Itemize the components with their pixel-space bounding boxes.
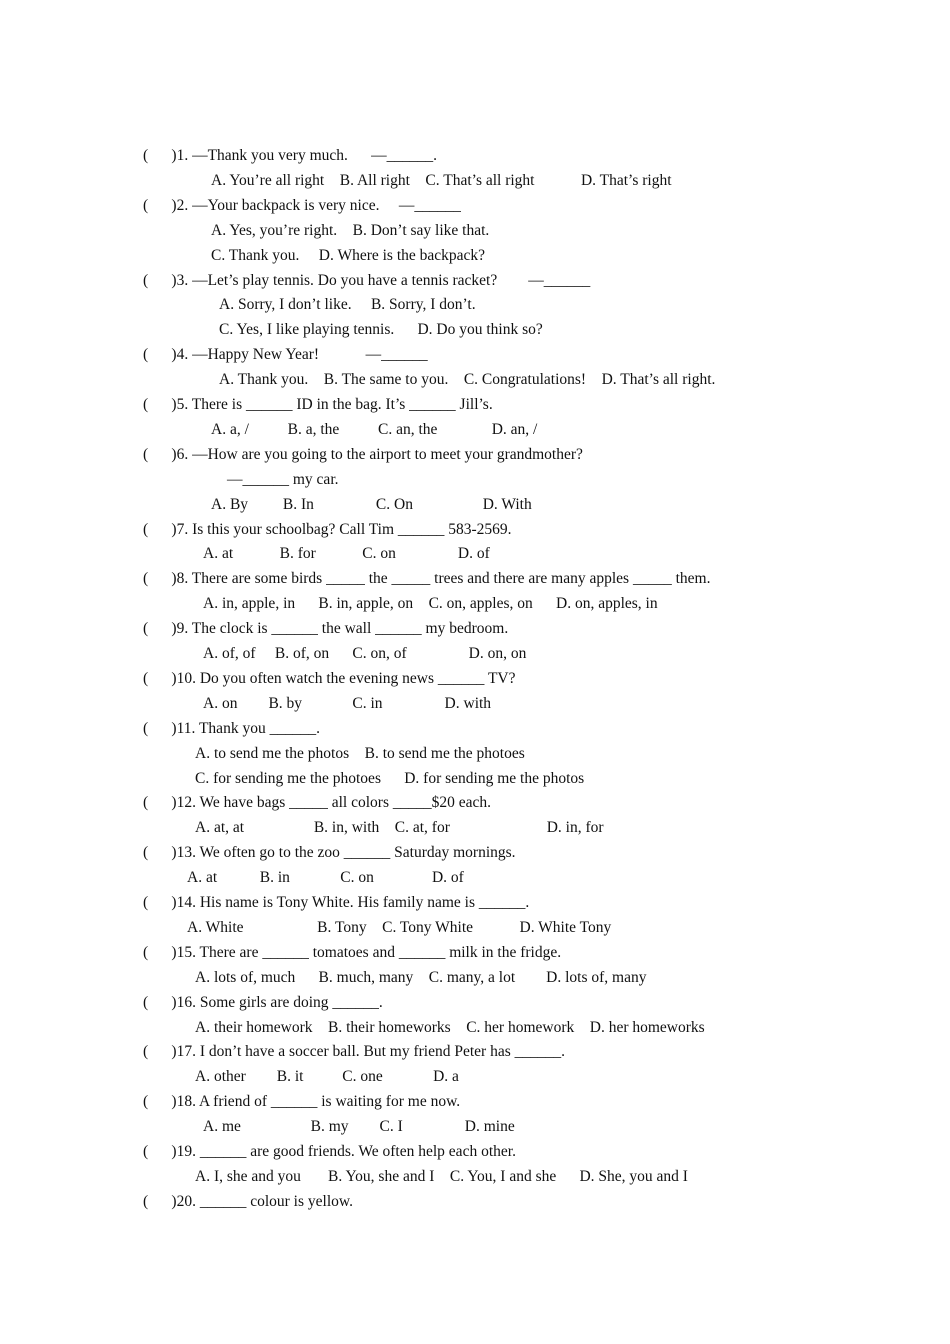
options-line — [195, 1167, 688, 1187]
options-line — [187, 868, 464, 888]
question-line — [143, 1092, 460, 1112]
options-line — [203, 694, 491, 714]
line-text: ( )19. ______ are good friends. We often help each other. — [143, 1143, 516, 1160]
line-text: A. their homework B. their homeworks C. her homework D. her homeworks — [195, 1018, 705, 1036]
line-text: A. of, of B. of, on C. on, of D. on, on — [203, 645, 527, 662]
line-text: A. Yes, you’re right. B. Don’t say like that. — [211, 221, 490, 239]
question-line — [143, 1192, 353, 1212]
line-text: ( )10. Do you often watch the evening news ______ TV? — [143, 669, 516, 687]
options-line — [227, 470, 339, 490]
line-text: ( )18. A friend of ______ is waiting for me now. — [143, 1093, 461, 1111]
question-line — [143, 943, 561, 963]
line-text: A. in, apple, in B. in, apple, on C. on, apples, on D. on, apples, in — [203, 595, 658, 613]
line-text: ( )16. Some girls are doing ______. — [143, 993, 383, 1011]
line-text: ( )4. —Happy New Year! —______ — [143, 346, 428, 364]
question-line — [143, 793, 491, 813]
question-line — [143, 619, 508, 639]
line-text: ( )7. Is this your schoolbag? Call Tim ______ 583-2569. — [143, 520, 512, 538]
line-text: C. Thank you. D. Where is the backpack? — [211, 246, 486, 264]
question-line — [143, 1142, 516, 1162]
line-text: ( )2. —Your backpack is very nice. —______ — [143, 196, 461, 214]
question-line — [143, 893, 529, 913]
line-text: A. a, / B. a, the C. an, the D. an, / — [211, 420, 538, 438]
line-text: ( )17. I don’t have a soccer ball. But my friend Peter has ______. — [143, 1043, 565, 1061]
line-text: A. at B. in C. on D. of — [187, 869, 464, 887]
line-text: ( )14. His name is Tony White. His family name is ______. — [143, 894, 530, 911]
options-line — [211, 221, 489, 241]
question-line — [143, 719, 320, 739]
options-line — [219, 320, 543, 340]
line-text: A. me B. my C. I D. mine — [203, 1118, 515, 1136]
options-line — [195, 1067, 459, 1087]
question-line — [143, 569, 710, 589]
options-line — [211, 246, 485, 266]
options-line — [195, 769, 584, 789]
line-text: A. By B. In C. On D. With — [211, 495, 532, 513]
line-text: A. at, at B. in, with C. at, for D. in, for — [195, 819, 604, 837]
line-text: A. at B. for C. on D. of — [203, 545, 490, 563]
line-text: A. Sorry, I don’t like. B. Sorry, I don’t. — [219, 296, 476, 314]
question-line — [143, 445, 583, 465]
line-text: ( )5. There is ______ ID in the bag. It’s ______ Jill’s. — [143, 396, 493, 413]
line-text: ( )12. We have bags _____ all colors _____$20 each. — [143, 794, 491, 812]
line-text: ( )3. —Let’s play tennis. Do you have a tennis racket? —______ — [143, 271, 591, 289]
line-text: C. Yes, I like playing tennis. D. Do you think so? — [219, 321, 543, 339]
line-text: A. Thank you. B. The same to you. C. Congratulations! D. That’s all right. — [219, 371, 716, 389]
line-text: —______ my car. — [227, 470, 339, 488]
line-text: C. for sending me the photoes D. for sending me the photos — [195, 769, 585, 787]
options-line — [211, 171, 672, 191]
line-text: ( )13. We often go to the zoo ______ Saturday mornings. — [143, 844, 516, 862]
question-line — [143, 395, 493, 415]
line-text: A. other B. it C. one D. a — [195, 1068, 459, 1086]
question-line — [143, 993, 383, 1013]
line-text: ( )1. —Thank you very much. —______. — [143, 147, 438, 164]
options-line — [211, 495, 532, 515]
line-text: ( )20. ______ colour is yellow. — [143, 1192, 353, 1210]
options-line — [195, 818, 604, 838]
options-line — [203, 1117, 515, 1137]
question-line — [143, 1042, 565, 1062]
line-text: A. You’re all right B. All right C. That’s all right D. That’s right — [211, 171, 672, 189]
line-text: A. on B. by C. in D. with — [203, 694, 492, 712]
question-line — [143, 843, 516, 863]
line-text: ( )9. The clock is ______ the wall ______ my bedroom. — [143, 620, 509, 638]
question-line — [143, 146, 437, 166]
question-line — [143, 520, 512, 540]
options-line — [195, 744, 525, 764]
line-text: ( )15. There are ______ tomatoes and ______ milk in the fridge. — [143, 943, 562, 961]
line-text: A. lots of, much B. much, many C. many, a lot D. lots of, many — [195, 968, 647, 986]
line-text: A. White B. Tony C. Tony White D. White Tony — [187, 918, 612, 936]
options-line — [187, 918, 611, 938]
options-line — [203, 544, 490, 564]
options-line — [219, 370, 715, 390]
question-line — [143, 669, 516, 689]
options-line — [203, 594, 658, 614]
line-text: A. I, she and you B. You, she and I C. You, I and she D. She, you and I — [195, 1167, 688, 1185]
line-text: ( )8. There are some birds _____ the _____ trees and there are many apples _____ them. — [143, 570, 711, 588]
options-line — [203, 644, 526, 664]
line-text: ( )6. —How are you going to the airport to meet your grandmother? — [143, 445, 583, 463]
options-line — [195, 1018, 705, 1038]
line-text: A. to send me the photos B. to send me the photoes — [195, 744, 525, 762]
options-line — [211, 420, 537, 440]
question-line — [143, 271, 590, 291]
question-line — [143, 345, 428, 365]
question-line — [143, 196, 461, 216]
line-text: ( )11. Thank you ______. — [143, 719, 320, 737]
options-line — [219, 295, 476, 315]
options-line — [195, 968, 646, 988]
